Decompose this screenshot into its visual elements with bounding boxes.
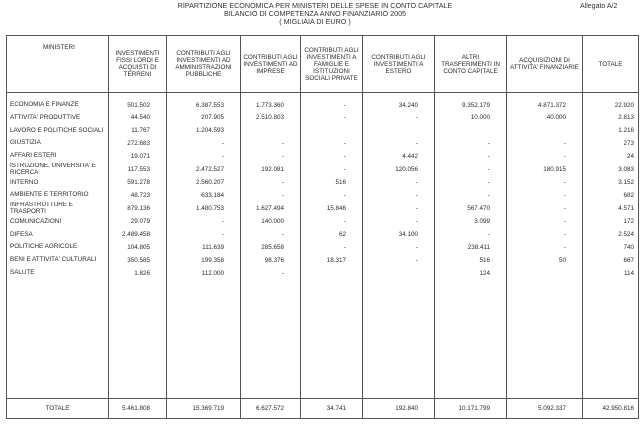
value-cell: 2.510.803 <box>241 112 301 125</box>
report-subtitle: BILANCIO DI COMPETENZA ANNO FINANZIARIO 2005 <box>223 9 407 18</box>
value-cell: 199.358 <box>167 254 241 267</box>
value-cell: 104.805 <box>109 241 167 254</box>
header-row <box>7 36 639 93</box>
value-cell: - <box>167 229 241 242</box>
table-row <box>7 125 639 138</box>
value-cell: - <box>301 137 363 150</box>
value-cell: 567.470 <box>435 202 507 216</box>
value-cell: 40.000 <box>507 112 583 125</box>
value-cell: 4.571 <box>583 202 639 216</box>
value-cell: - <box>435 229 507 242</box>
table-row <box>7 177 639 190</box>
table-row <box>7 189 639 202</box>
value-cell: 4.442 <box>363 150 435 163</box>
totals-label: TOTALE <box>7 399 109 419</box>
value-cell: 285.658 <box>241 241 301 254</box>
value-cell: - <box>507 241 583 254</box>
value-cell: 350.585 <box>109 254 167 267</box>
col-header-contributi-imprese: CONTRIBUTI AGLI INVESTIMENTI AD IMPRESE <box>241 36 301 93</box>
value-cell: 273 <box>583 137 639 150</box>
total-cell: 10.171.799 <box>435 399 507 419</box>
value-cell: - <box>363 202 435 216</box>
value-cell: - <box>507 216 583 229</box>
value-cell <box>507 125 583 138</box>
col-header-contributi-amm: CONTRIBUTI AGLI INVESTIMENTI AD AMMINISTRAZIONI PUBBLICHE <box>167 36 241 93</box>
value-cell: - <box>301 150 363 163</box>
filler-row <box>7 280 639 399</box>
value-cell: - <box>301 112 363 125</box>
value-cell: - <box>507 150 583 163</box>
value-cell: - <box>363 112 435 125</box>
value-cell: 1.773.360 <box>241 99 301 112</box>
value-cell: - <box>363 137 435 150</box>
value-cell: 879.136 <box>109 202 167 216</box>
value-cell: 238.411 <box>435 241 507 254</box>
value-cell <box>363 267 435 280</box>
value-cell: 44.540 <box>109 112 167 125</box>
value-cell <box>241 125 301 138</box>
value-cell: 501.502 <box>109 99 167 112</box>
table-row <box>7 202 639 216</box>
value-cell: 4.871.372 <box>507 99 583 112</box>
value-cell: 1.480.753 <box>167 202 241 216</box>
col-header-contributi-famiglie: CONTRIBUTI AGLI INVESTIMENTI A FAMIGLIE E ISTITUZIONI SOCIALI PRIVATE <box>301 36 363 93</box>
col-header-ministeri: MINISTERI <box>7 36 109 93</box>
value-cell: - <box>363 189 435 202</box>
table-row <box>7 254 639 267</box>
value-cell: - <box>435 137 507 150</box>
value-cell: 48.723 <box>109 189 167 202</box>
value-cell: 1.826 <box>109 267 167 280</box>
value-cell: 50 <box>507 254 583 267</box>
value-cell: - <box>507 189 583 202</box>
value-cell: 19.071 <box>109 150 167 163</box>
ministry-name: POLITICHE AGRICOLE <box>7 241 109 254</box>
table-row <box>7 150 639 163</box>
value-cell: 140.000 <box>241 216 301 229</box>
value-cell: - <box>301 99 363 112</box>
table-row <box>7 216 639 229</box>
value-cell: 207.905 <box>167 112 241 125</box>
value-cell: 34.240 <box>363 99 435 112</box>
value-cell: 740 <box>583 241 639 254</box>
table-row <box>7 229 639 242</box>
value-cell: 117.553 <box>109 163 167 177</box>
value-cell: - <box>301 163 363 177</box>
ministry-name: BENI E ATTIVITA' CULTURALI <box>7 254 109 267</box>
value-cell: 633.184 <box>167 189 241 202</box>
value-cell: 1.204.593 <box>167 125 241 138</box>
value-cell: 172 <box>583 216 639 229</box>
value-cell: 11.767 <box>109 125 167 138</box>
ministry-name: DIFESA <box>7 229 109 242</box>
value-cell: 272.683 <box>109 137 167 150</box>
value-cell: 3.099 <box>435 216 507 229</box>
value-cell: 591.278 <box>109 177 167 190</box>
value-cell: 24 <box>583 150 639 163</box>
value-cell: 34.100 <box>363 229 435 242</box>
value-cell: - <box>167 150 241 163</box>
value-cell: - <box>363 254 435 267</box>
value-cell: 180.915 <box>507 163 583 177</box>
value-cell: - <box>167 216 241 229</box>
value-cell: - <box>301 189 363 202</box>
value-cell: - <box>435 163 507 177</box>
value-cell <box>301 125 363 138</box>
value-cell: - <box>241 150 301 163</box>
value-cell: 2.560.207 <box>167 177 241 190</box>
col-header-altri-trasferimenti: ALTRI TRASFERIMENTI IN CONTO CAPITALE <box>435 36 507 93</box>
ministry-name: INFRASTRUTTURE E TRASPORTI <box>7 202 109 216</box>
spending-table <box>6 35 639 419</box>
value-cell: - <box>241 189 301 202</box>
value-cell: 62 <box>301 229 363 242</box>
value-cell: - <box>241 177 301 190</box>
ministry-name: AFFARI ESTERI <box>7 150 109 163</box>
table-row <box>7 241 639 254</box>
value-cell: 18.317 <box>301 254 363 267</box>
total-cell: 6.627.572 <box>241 399 301 419</box>
ministry-name: LAVORO E POLITICHE SOCIALI <box>7 125 109 138</box>
total-cell: 192.840 <box>363 399 435 419</box>
value-cell: 111.639 <box>167 241 241 254</box>
value-cell: 22.920 <box>583 99 639 112</box>
total-cell: 34.741 <box>301 399 363 419</box>
value-cell: 1.627.494 <box>241 202 301 216</box>
total-cell: 15.369.719 <box>167 399 241 419</box>
value-cell <box>301 267 363 280</box>
report-title: RIPARTIZIONE ECONOMICA PER MINISTERI DELLE SPESE IN CONTO CAPITALE <box>177 1 453 10</box>
ministry-name: ECONOMIA E FINANZE <box>7 99 109 112</box>
value-cell: 114 <box>583 267 639 280</box>
total-cell: 5.092.337 <box>507 399 583 419</box>
value-cell <box>507 267 583 280</box>
value-cell <box>435 125 507 138</box>
value-cell: - <box>363 177 435 190</box>
value-cell <box>363 125 435 138</box>
value-cell: 10.000 <box>435 112 507 125</box>
value-cell: 2.472.527 <box>167 163 241 177</box>
col-header-totale: TOTALE <box>583 36 639 93</box>
table-row <box>7 112 639 125</box>
table-row <box>7 137 639 150</box>
value-cell: - <box>363 241 435 254</box>
value-cell: 3.083 <box>583 163 639 177</box>
value-cell: 6.387.553 <box>167 99 241 112</box>
value-cell: 192.081 <box>241 163 301 177</box>
value-cell: 124 <box>435 267 507 280</box>
value-cell: 3.152 <box>583 177 639 190</box>
ministry-name: COMUNICAZIONI <box>7 216 109 229</box>
total-cell: 42.950.816 <box>583 399 639 419</box>
value-cell: - <box>301 216 363 229</box>
col-header-contributi-estero: CONTRIBUTI AGLI INVESTIMENTI A ESTERO <box>363 36 435 93</box>
allegato-label: Allegato A/2 <box>580 3 618 10</box>
value-cell: - <box>435 150 507 163</box>
value-cell: - <box>241 229 301 242</box>
totals-row <box>7 399 639 419</box>
col-header-acquisizioni: ACQUISIZIONI DI ATTIVITA' FINANZIARIE <box>507 36 583 93</box>
ministry-name: AMBIENTE E TERRITORIO <box>7 189 109 202</box>
value-cell: - <box>435 189 507 202</box>
total-cell: 5.461.808 <box>109 399 167 419</box>
value-cell: 112.000 <box>167 267 241 280</box>
value-cell: - <box>241 137 301 150</box>
ministry-name: INTERNO <box>7 177 109 190</box>
ministry-name: GIUSTIZIA <box>7 137 109 150</box>
value-cell: - <box>435 177 507 190</box>
value-cell: 120.056 <box>363 163 435 177</box>
value-cell: 2.489.458 <box>109 229 167 242</box>
ministry-name: ATTIVITA' PRODUTTIVE <box>7 112 109 125</box>
ministry-name: ISTRUZIONE, UNIVERSITA' E RICERCA <box>7 163 109 177</box>
value-cell: 15.846 <box>301 202 363 216</box>
value-cell: 1.216 <box>583 125 639 138</box>
value-cell: - <box>301 241 363 254</box>
table-row <box>7 163 639 177</box>
value-cell: - <box>507 137 583 150</box>
value-cell: 98.376 <box>241 254 301 267</box>
value-cell: 516 <box>301 177 363 190</box>
col-header-investimenti: INVESTIMENTI FISSI LORDI E ACQUISTI DI TERRENI <box>109 36 167 93</box>
value-cell: - <box>507 177 583 190</box>
ministry-name: SALUTE <box>7 267 109 280</box>
value-cell: 2.813 <box>583 112 639 125</box>
report-units: ( MIGLIAIA DI EURO ) <box>279 17 351 26</box>
value-cell: - <box>363 216 435 229</box>
table-body <box>7 93 639 399</box>
value-cell: - <box>241 267 301 280</box>
table-row <box>7 267 639 280</box>
value-cell: - <box>507 202 583 216</box>
value-cell: - <box>167 137 241 150</box>
value-cell: 667 <box>583 254 639 267</box>
value-cell: 2.524 <box>583 229 639 242</box>
value-cell: 516 <box>435 254 507 267</box>
report-header <box>150 2 480 26</box>
value-cell: 29.079 <box>109 216 167 229</box>
table-row <box>7 99 639 112</box>
value-cell: 9.352.179 <box>435 99 507 112</box>
value-cell: 682 <box>583 189 639 202</box>
value-cell: - <box>507 229 583 242</box>
